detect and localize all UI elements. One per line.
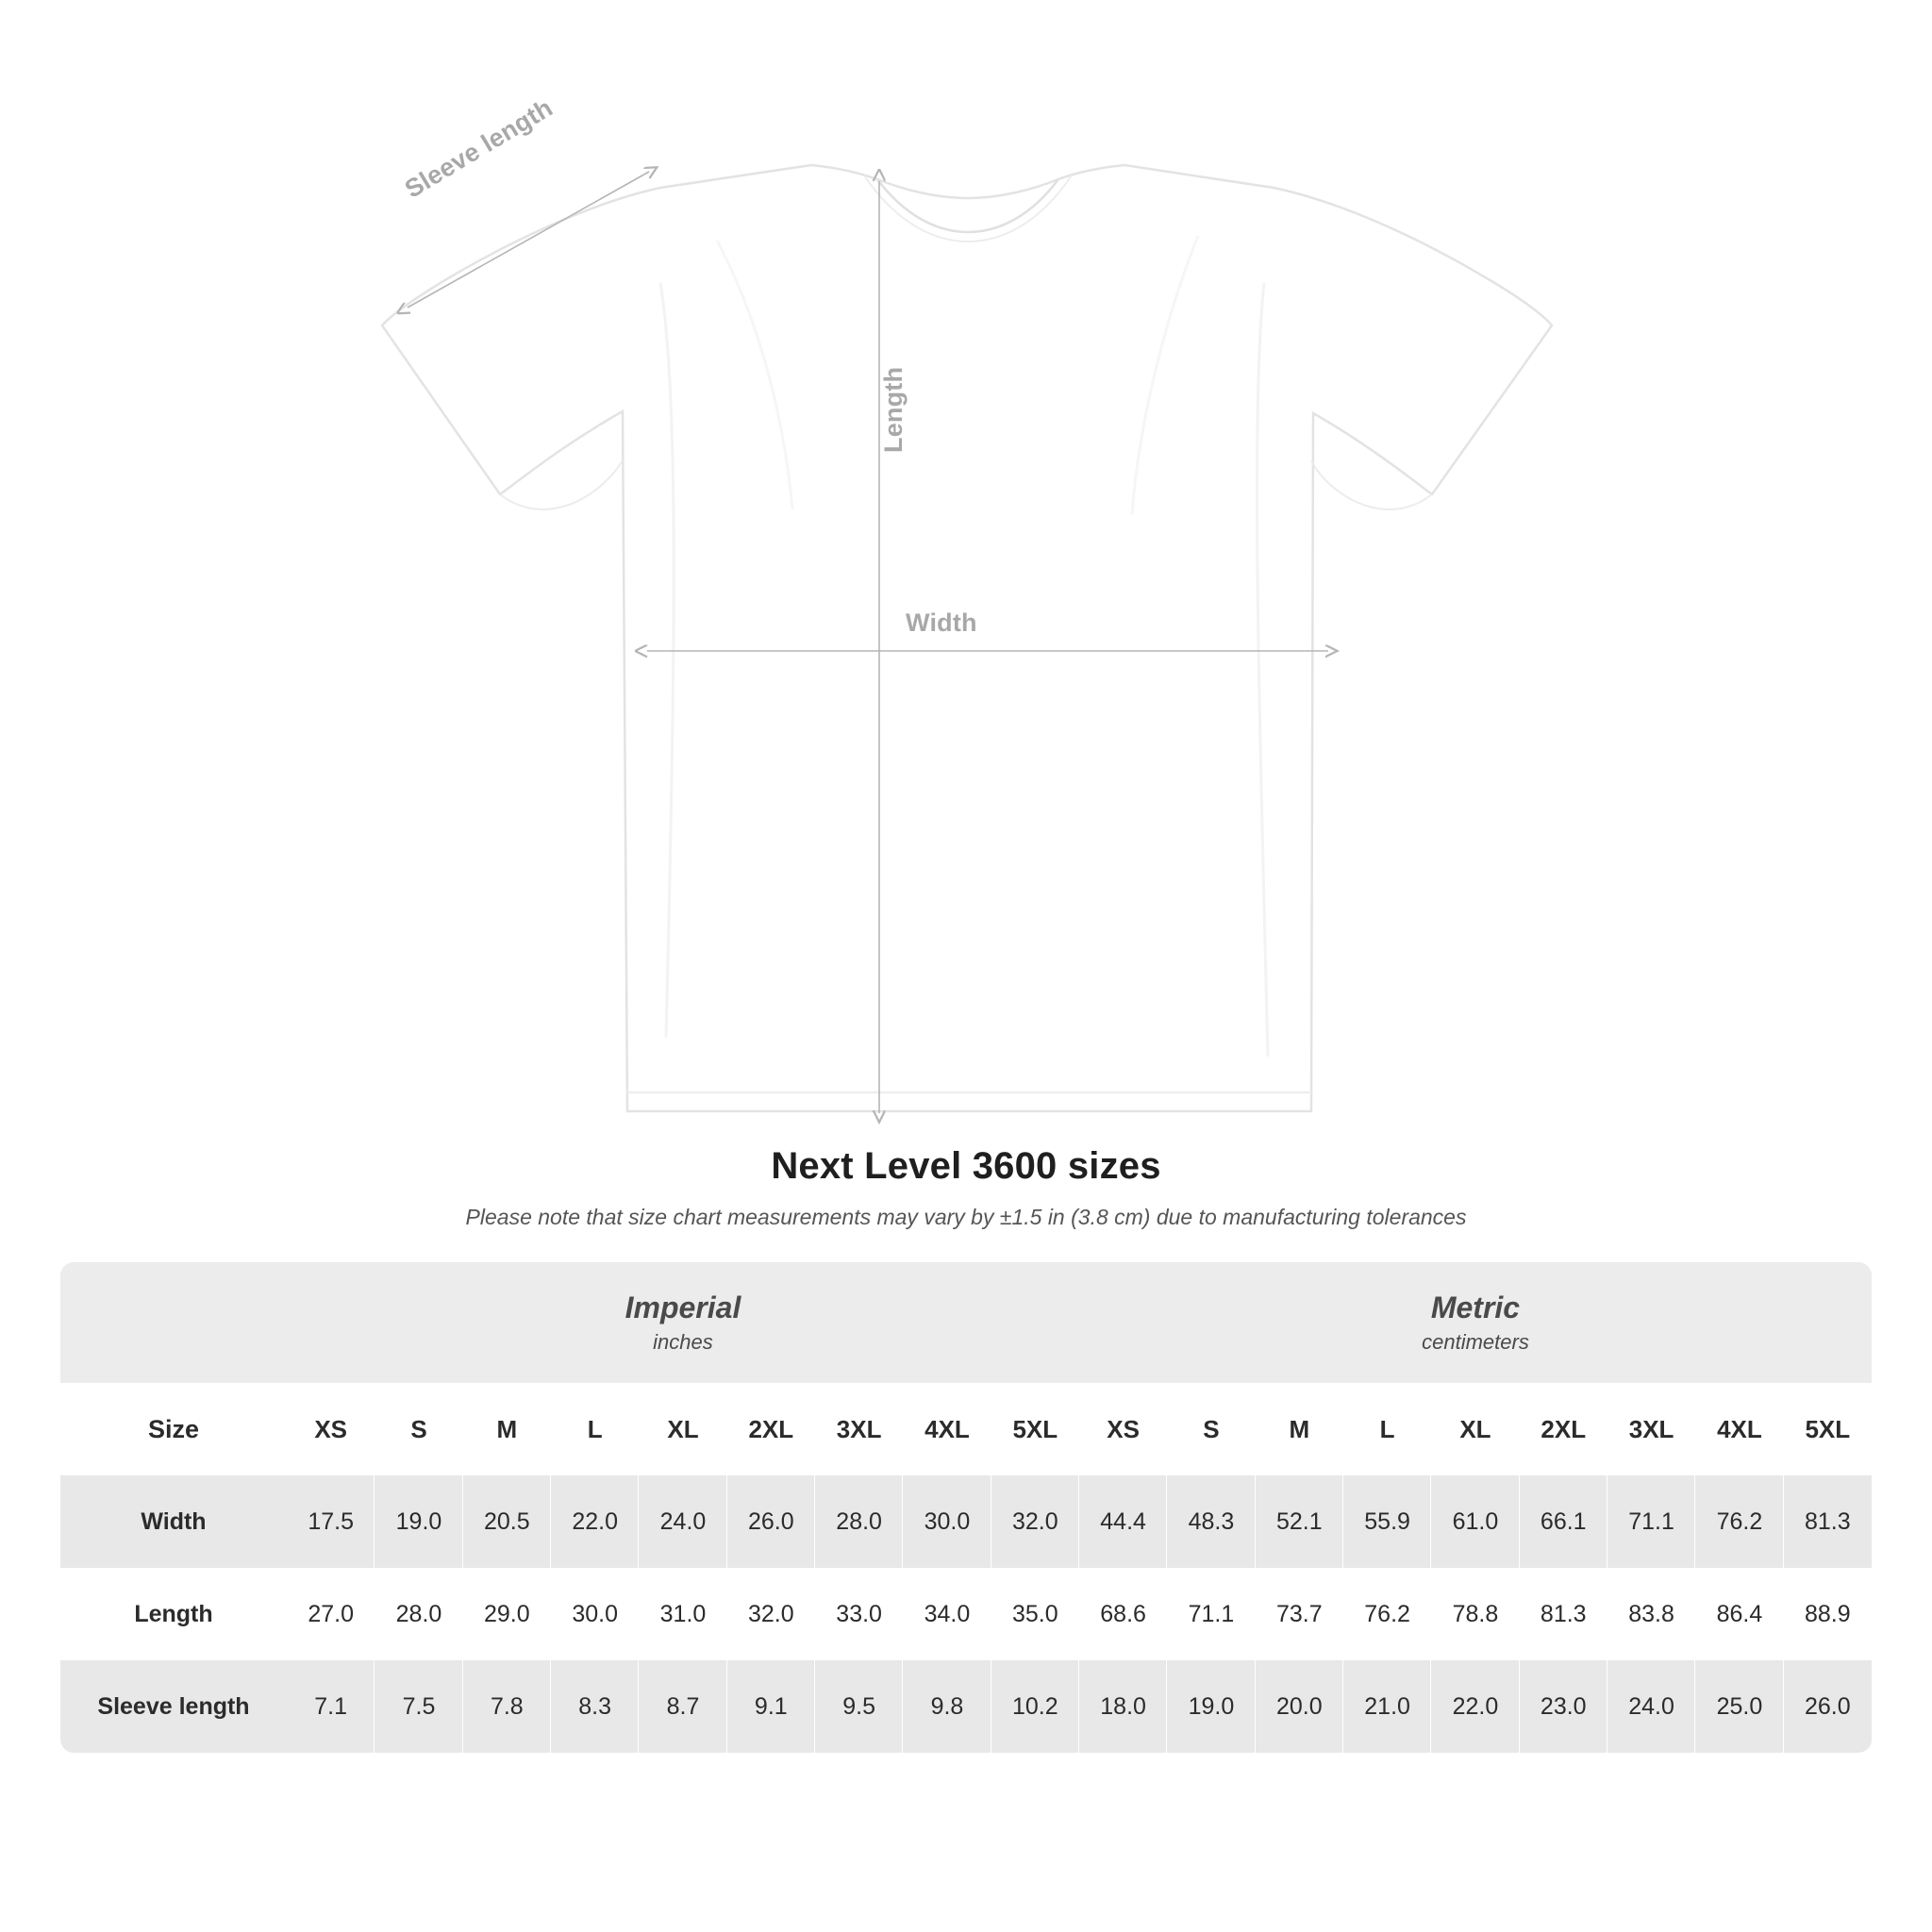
table-row-sleeve-length: [60, 1660, 1872, 1753]
size-header-imperial-xs: XS: [287, 1383, 375, 1475]
table-group-header-row: [60, 1262, 1872, 1383]
cell-sleeve-imperial-5xl: 10.2: [991, 1660, 1079, 1753]
size-header-imperial-3xl: 3XL: [815, 1383, 903, 1475]
group-unit-imperial: inches: [653, 1330, 713, 1355]
cell-sleeve-imperial-l: 8.3: [551, 1660, 639, 1753]
cell-sleeve-imperial-m: 7.8: [463, 1660, 551, 1753]
row-label-sleeve-length: Sleeve length: [60, 1660, 287, 1753]
group-unit-metric: centimeters: [1422, 1330, 1529, 1355]
size-header-imperial-4xl: 4XL: [903, 1383, 991, 1475]
cell-length-metric-s: 71.1: [1167, 1568, 1255, 1660]
row-label-length: Length: [60, 1568, 287, 1660]
cell-sleeve-imperial-xl: 8.7: [639, 1660, 726, 1753]
size-header-metric-l: L: [1343, 1383, 1431, 1475]
cell-sleeve-imperial-xs: 7.1: [287, 1660, 375, 1753]
size-row-label: Size: [60, 1383, 287, 1475]
size-table-wrapper: [60, 1262, 1872, 1753]
cell-length-imperial-4xl: 34.0: [903, 1568, 991, 1660]
size-header-metric-2xl: 2XL: [1520, 1383, 1607, 1475]
cell-length-imperial-2xl: 32.0: [727, 1568, 815, 1660]
cell-length-imperial-s: 28.0: [375, 1568, 462, 1660]
size-header-imperial-5xl: 5XL: [991, 1383, 1079, 1475]
table-corner-cell: [60, 1262, 287, 1383]
cell-sleeve-metric-3xl: 24.0: [1607, 1660, 1695, 1753]
cell-width-metric-3xl: 71.1: [1607, 1475, 1695, 1568]
size-header-imperial-2xl: 2XL: [727, 1383, 815, 1475]
group-name-imperial: Imperial: [625, 1290, 741, 1324]
size-header-metric-xl: XL: [1431, 1383, 1519, 1475]
size-header-imperial-m: M: [463, 1383, 551, 1475]
cell-sleeve-imperial-4xl: 9.8: [903, 1660, 991, 1753]
tshirt-shape: [382, 165, 1552, 1111]
size-header-metric-xs: XS: [1079, 1383, 1167, 1475]
cell-width-metric-xl: 61.0: [1431, 1475, 1519, 1568]
cell-width-metric-l: 55.9: [1343, 1475, 1431, 1568]
cell-sleeve-metric-4xl: 25.0: [1695, 1660, 1783, 1753]
page-title: Next Level 3600 sizes: [771, 1145, 1161, 1187]
group-name-metric: Metric: [1430, 1290, 1521, 1324]
size-header-metric-5xl: 5XL: [1784, 1383, 1872, 1475]
cell-sleeve-metric-xl: 22.0: [1431, 1660, 1519, 1753]
cell-width-imperial-m: 20.5: [463, 1475, 551, 1568]
table-size-header-row: [60, 1383, 1872, 1475]
cell-length-metric-2xl: 81.3: [1520, 1568, 1607, 1660]
width-label: Width: [906, 608, 977, 637]
cell-sleeve-imperial-s: 7.5: [375, 1660, 462, 1753]
cell-width-imperial-4xl: 30.0: [903, 1475, 991, 1568]
row-label-width: Width: [60, 1475, 287, 1568]
cell-sleeve-metric-xs: 18.0: [1079, 1660, 1167, 1753]
sleeve-length-label: Sleeve length: [400, 93, 558, 204]
cell-length-imperial-xs: 27.0: [287, 1568, 375, 1660]
cell-width-metric-4xl: 76.2: [1695, 1475, 1783, 1568]
tolerance-note: Please note that size chart measurements may vary by ±1.5 in (3.8 cm) due to manufacturing tolerances: [465, 1205, 1467, 1229]
cell-length-metric-m: 73.7: [1256, 1568, 1343, 1660]
title-block: [0, 1145, 1932, 1230]
cell-width-metric-5xl: 81.3: [1784, 1475, 1872, 1568]
cell-length-imperial-xl: 31.0: [639, 1568, 726, 1660]
cell-sleeve-metric-l: 21.0: [1343, 1660, 1431, 1753]
cell-width-imperial-xs: 17.5: [287, 1475, 375, 1568]
cell-length-imperial-3xl: 33.0: [815, 1568, 903, 1660]
size-table: [60, 1262, 1872, 1753]
group-header-metric: [1079, 1262, 1872, 1383]
cell-width-imperial-3xl: 28.0: [815, 1475, 903, 1568]
size-header-metric-s: S: [1167, 1383, 1255, 1475]
cell-sleeve-metric-m: 20.0: [1256, 1660, 1343, 1753]
cell-width-imperial-s: 19.0: [375, 1475, 462, 1568]
cell-width-metric-2xl: 66.1: [1520, 1475, 1607, 1568]
cell-width-metric-m: 52.1: [1256, 1475, 1343, 1568]
size-header-metric-3xl: 3XL: [1607, 1383, 1695, 1475]
cell-width-imperial-2xl: 26.0: [727, 1475, 815, 1568]
cell-sleeve-metric-s: 19.0: [1167, 1660, 1255, 1753]
length-label: Length: [879, 366, 908, 453]
cell-width-metric-xs: 44.4: [1079, 1475, 1167, 1568]
size-header-imperial-s: S: [375, 1383, 462, 1475]
cell-sleeve-metric-5xl: 26.0: [1784, 1660, 1872, 1753]
cell-length-metric-4xl: 86.4: [1695, 1568, 1783, 1660]
table-row-length: [60, 1568, 1872, 1660]
size-header-metric-m: M: [1256, 1383, 1343, 1475]
cell-length-metric-3xl: 83.8: [1607, 1568, 1695, 1660]
cell-length-imperial-5xl: 35.0: [991, 1568, 1079, 1660]
cell-length-metric-xl: 78.8: [1431, 1568, 1519, 1660]
size-header-metric-4xl: 4XL: [1695, 1383, 1783, 1475]
cell-width-imperial-l: 22.0: [551, 1475, 639, 1568]
cell-length-imperial-l: 30.0: [551, 1568, 639, 1660]
cell-sleeve-imperial-3xl: 9.5: [815, 1660, 903, 1753]
cell-length-metric-5xl: 88.9: [1784, 1568, 1872, 1660]
size-header-imperial-xl: XL: [639, 1383, 726, 1475]
cell-width-imperial-5xl: 32.0: [991, 1475, 1079, 1568]
cell-sleeve-metric-2xl: 23.0: [1520, 1660, 1607, 1753]
cell-width-metric-s: 48.3: [1167, 1475, 1255, 1568]
table-row-width: [60, 1475, 1872, 1568]
cell-length-imperial-m: 29.0: [463, 1568, 551, 1660]
group-header-imperial: [287, 1262, 1079, 1383]
cell-sleeve-imperial-2xl: 9.1: [727, 1660, 815, 1753]
cell-length-metric-l: 76.2: [1343, 1568, 1431, 1660]
cell-width-imperial-xl: 24.0: [639, 1475, 726, 1568]
cell-length-metric-xs: 68.6: [1079, 1568, 1167, 1660]
size-header-imperial-l: L: [551, 1383, 639, 1475]
